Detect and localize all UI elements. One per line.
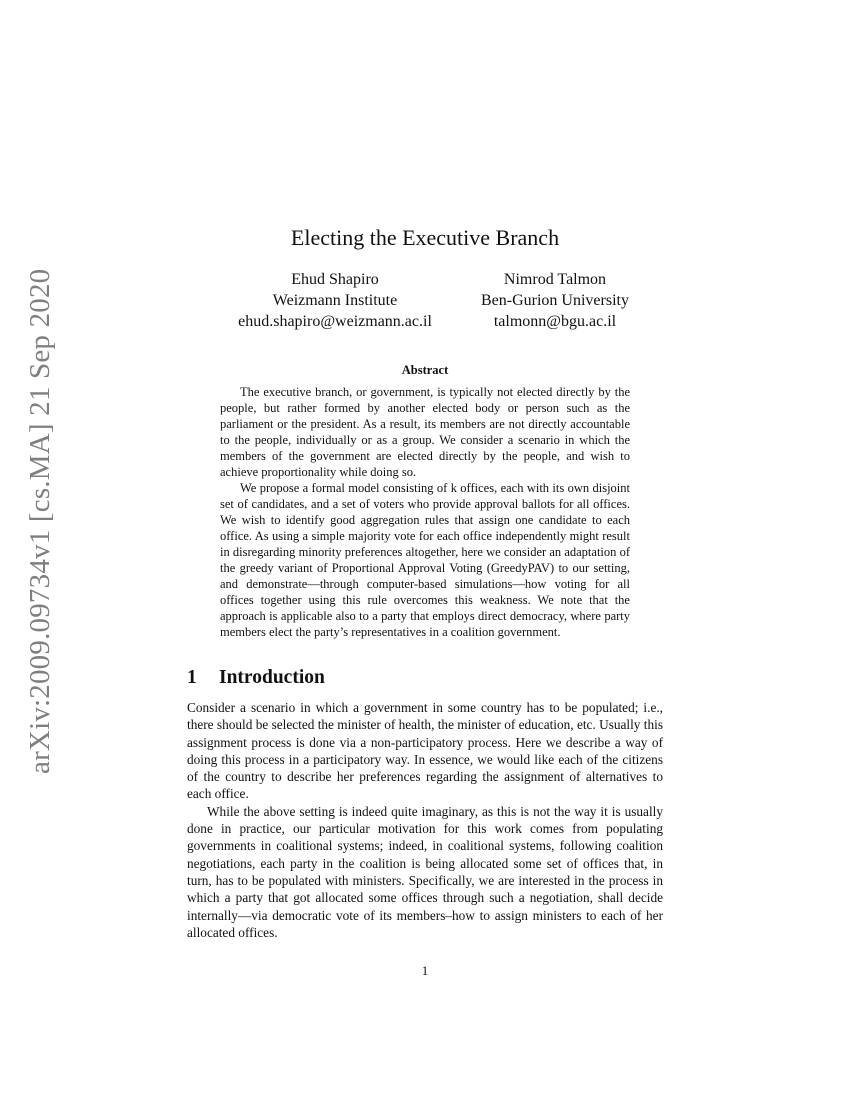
- author-name: Nimrod Talmon: [503, 271, 607, 288]
- section-heading: [187, 667, 325, 689]
- author-email: ehud.shapiro@weizmann.ac.il: [238, 313, 432, 330]
- body-paragraph: Consider a scenario in which a government in some country has to be populated; i.e., there should be selected the minister of health, the minister of education, etc. Usually this assignment process is done via a non-participatory process. Here we describe a way of doing this process in a participatory way. In essence, we would like each of the citizens of the country to describe her preferences regarding the assignment of alternatives to each office.: [187, 700, 663, 802]
- author-block: [455, 269, 655, 332]
- author-name: Ehud Shapiro: [291, 271, 379, 288]
- author-affiliation: Ben-Gurion University: [481, 292, 629, 309]
- arxiv-identifier-stamp: arXiv:2009.09734v1 [cs.MA] 21 Sep 2020: [24, 268, 56, 774]
- abstract-paragraph: The executive branch, or government, is typically not elected directly by the people, but rather formed by another elected body or person such as the parliament or the president. As a result, its members are not directly accountable to the people, individually or as a group. We consider a scenario in which the members of the government are elected directly by the people, and wish to achieve proportionality while doing so.: [220, 385, 630, 479]
- body-paragraph: While the above setting is indeed quite imaginary, as this is not the way it is usually done in practice, our particular motivation for this work comes from populating governments in coalitional systems; indeed, in coalitional systems, following coalition negotiations, each party in the coalition is being allocated some set of offices that, in turn, has to be populated with ministers. Specifically, we are interested in the process in which a party that got allocated some offices through such a negotiation, shall decide internally—via democratic vote of its members–how to assign ministers to each of her allocated offices.: [187, 803, 663, 940]
- author-affiliation: Weizmann Institute: [272, 292, 398, 309]
- introduction-body: [187, 699, 663, 941]
- section-number: 1: [187, 667, 197, 688]
- section-title: Introduction: [219, 667, 325, 688]
- page-number: 1: [421, 963, 429, 978]
- abstract-body: [220, 384, 630, 640]
- abstract-paragraph: We propose a formal model consisting of k offices, each with its own disjoint set of candidates, and a set of voters who provide approval ballots for all offices. We wish to identify good aggregation rules that assign one candidate to each office. As using a simple majority vote for each office independently might result in disregarding minority preferences altogether, here we consider an adaptation of the greedy variant of Proportional Approval Voting (GreedyPAV) to our setting, and demonstrate—through computer-based simulations—how voting for all offices together using this rule overcomes this weakness. We note that the approach is applicable also to a party that employs direct democracy, where party members elect the party’s representatives in a coalition government.: [220, 481, 630, 639]
- author-email: talmonn@bgu.ac.il: [493, 313, 617, 330]
- author-block: [210, 269, 460, 332]
- abstract-heading: Abstract: [401, 363, 449, 377]
- paper-title: Electing the Executive Branch: [290, 225, 560, 250]
